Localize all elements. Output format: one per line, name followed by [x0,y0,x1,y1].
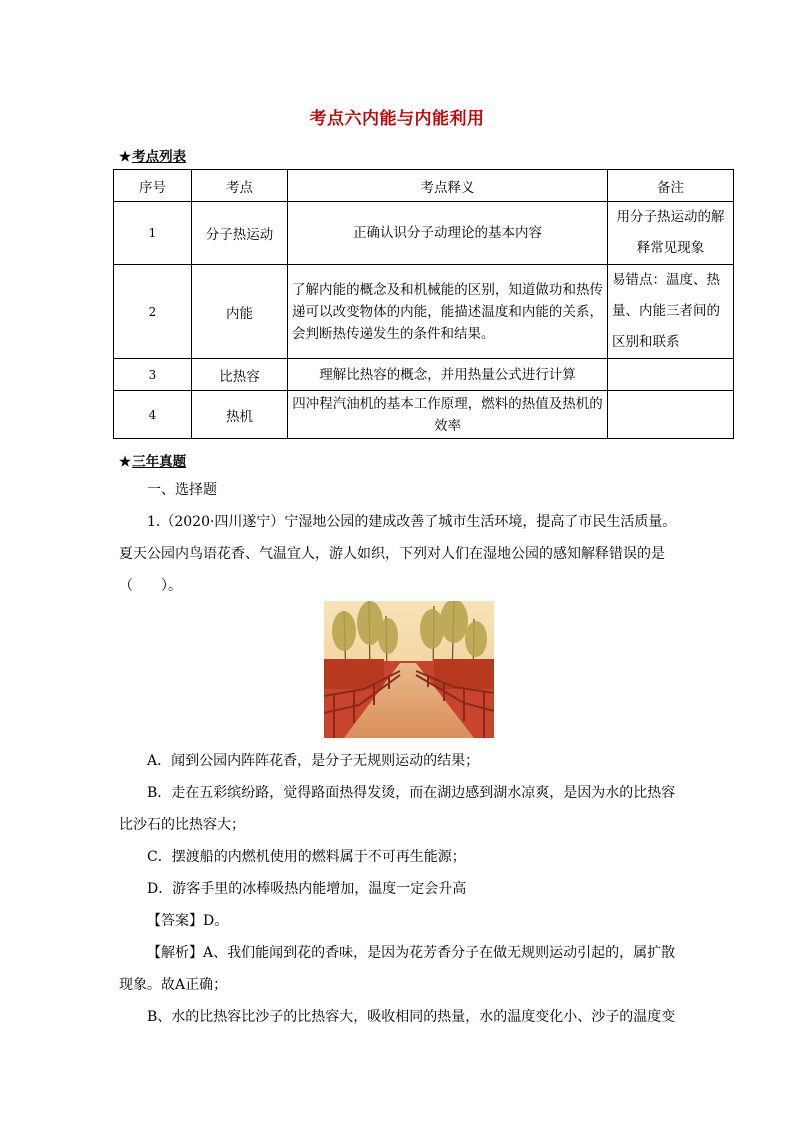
row-number: 2 [114,265,192,359]
topic-name: 内能 [192,265,288,359]
option-d: D．游客手里的冰棒吸热内能增加，温度一定会升高 [147,881,467,897]
topic-note [608,391,734,439]
topic-note: 用分子热运动的解释常见现象 [608,202,734,265]
page-title: 考点六内能与内能利用 [309,109,485,129]
question-section-heading: 一、选择题 [147,482,217,498]
star-icon: ★ [119,149,132,165]
topic-note: 易错点：温度、热量、内能三者间的区别和联系 [608,265,734,359]
topic-name: 热机 [192,391,288,439]
header-cell: 考点释义 [288,170,608,202]
key-points-table [113,169,734,439]
topic-description: 理解比热容的概念，并用热量公式进行计算 [288,359,608,391]
row-number: 3 [114,359,192,391]
section-heading-label: 三年真题 [132,454,187,470]
wetland-park-boardwalk-photo [324,601,494,738]
table-row [114,359,734,391]
option-c: C．摆渡船的内燃机使用的燃料属于不可再生能源； [147,849,466,865]
topic-description: 四冲程汽油机的基本工作原理，燃料的热值及热机的效率 [288,391,608,439]
star-icon: ★ [119,454,132,470]
header-cell: 序号 [114,170,192,202]
answer-line: 【答案】D。 [147,913,229,929]
row-number: 4 [114,391,192,439]
table-row [114,265,734,359]
section-heading-label: 考点列表 [132,149,187,165]
table-header-row [114,170,734,202]
topic-note [608,359,734,391]
topic-name: 分子热运动 [192,202,288,265]
header-cell: 考点 [192,170,288,202]
answer-options [119,745,677,1033]
header-cell: 备注 [608,170,734,202]
table-row [114,391,734,439]
row-number: 1 [114,202,192,265]
question-stem: 1.（2020·四川遂宁）宁湿地公园的建成改善了城市生活环境，提高了市民生活质量。夏天公园内鸟语花香、气温宜人，游人如织，下列对人们在湿地公园的感知解释错误的是（ ）。 [119,514,677,594]
analysis-line: B、水的比热容比沙子的比热容大，吸收相同的热量，水的温度变化小、沙子的温度变 [147,1009,676,1025]
topic-name: 比热容 [192,359,288,391]
analysis-line: 【解析】A、我们能闻到花的香味，是因为花芳香分子在做无规则运动引起的，属扩散现象。故A正确； [119,945,676,993]
section-heading-key-points [119,145,186,165]
section-heading-past-exams [119,450,186,470]
option-a: A．闻到公园内阵阵花香，是分子无规则运动的结果； [147,753,480,769]
topic-description: 了解内能的概念及和机械能的区别，知道做功和热传递可以改变物体的内能，能描述温度和内能的关系，会判断热传递发生的条件和结果。 [288,265,608,359]
table-row [114,202,734,265]
topic-description: 正确认识分子动理论的基本内容 [288,202,608,265]
option-b: B．走在五彩缤纷路，觉得路面热得发烫，而在湖边感到湖水凉爽，是因为水的比热容比沙石的比热容大； [119,785,676,833]
